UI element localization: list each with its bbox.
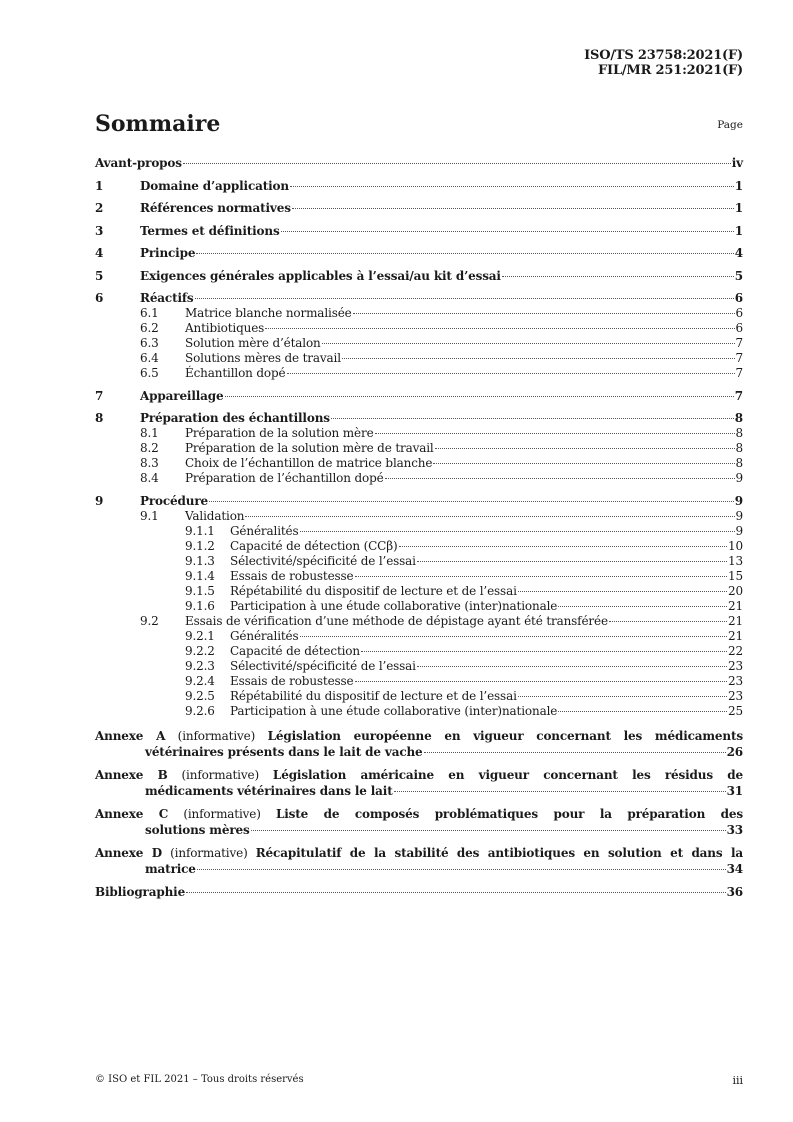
document-identifier (584, 48, 743, 78)
toc-entry-title: Solution mère d’étalon (185, 336, 321, 350)
toc-entry-number: 9.2.4 (185, 673, 215, 688)
toc-entry-number: 4 (95, 246, 104, 260)
toc-entry-page: 10 (728, 538, 743, 553)
dot-leader (287, 373, 735, 374)
toc-entry[interactable] (95, 389, 743, 404)
toc-entry-title: Essais de robustesse (230, 673, 354, 688)
annex-line-2 (95, 822, 743, 838)
annex-label: Annexe D (95, 845, 163, 860)
toc-entry-page: iv (731, 156, 743, 170)
annex-page: 33 (726, 822, 743, 837)
toc-entry-line (230, 524, 743, 539)
toc-entry-line (95, 885, 743, 900)
toc-entry-number: 7 (95, 388, 104, 403)
toc-entry[interactable] (95, 156, 743, 171)
toc-entry-page: 9 (735, 508, 743, 523)
toc-entry-line (185, 336, 743, 351)
toc-entry-line (230, 674, 743, 689)
toc-entry[interactable] (95, 246, 743, 261)
toc-entry-page: 9 (734, 493, 743, 508)
toc-entry-line (140, 201, 743, 216)
dot-leader (394, 791, 726, 792)
annex-line-1 (95, 806, 743, 822)
dot-leader (196, 253, 733, 254)
toc-entry-title: Répétabilité du dispositif de lecture et de l’essai (230, 688, 517, 703)
toc-entry[interactable] (95, 456, 743, 471)
toc-entry-number: 1 (95, 178, 104, 193)
toc-entry-title: Avant-propos (95, 156, 182, 170)
toc-entry-number: 9.1.1 (185, 523, 215, 538)
toc-entry-title: Répétabilité du dispositif de lecture et de l’essai (230, 583, 517, 598)
dot-leader (197, 869, 726, 870)
toc-entry-number: 6 (95, 291, 104, 305)
dot-leader (355, 576, 728, 577)
toc-entry-number: 9.1.4 (185, 568, 215, 583)
toc-entry-page: 20 (728, 583, 743, 598)
toc-entry-number: 8.4 (140, 471, 159, 485)
copyright-notice: © ISO et FIL 2021 – Tous droits réservés (95, 1074, 304, 1085)
dot-leader (281, 231, 734, 232)
toc-entry[interactable] (95, 599, 743, 614)
toc-entry-number: 6.1 (140, 306, 159, 320)
toc-entry-page: 5 (734, 268, 743, 283)
toc-entry[interactable] (95, 351, 743, 366)
dot-leader (424, 752, 726, 753)
toc-entry-page: 22 (728, 643, 743, 658)
annex-type: (informative) (183, 806, 261, 821)
toc-entry-number: 9.2 (140, 613, 159, 628)
bibliography-title: Bibliographie (95, 884, 186, 899)
toc-entry-number: 5 (95, 268, 104, 283)
toc-entry-number: 6.3 (140, 336, 159, 350)
toc-entry[interactable] (95, 614, 743, 629)
toc-entry-line (140, 389, 743, 404)
toc-bibliography[interactable] (95, 885, 743, 900)
toc-entry-title: Réactifs (140, 291, 194, 305)
toc-entry-number: 8 (95, 411, 104, 425)
toc-entry-number: 3 (95, 223, 104, 238)
toc-entry-title: Généralités (230, 628, 299, 643)
toc-entry-number: 6.4 (140, 351, 159, 365)
toc-entry-number: 9.1.5 (185, 583, 215, 598)
annex-title-part-2: vétérinaires présents dans le lait de vache (145, 744, 423, 759)
toc-entry-page: 25 (728, 703, 743, 718)
toc-annex-entry[interactable] (95, 767, 743, 799)
toc-entry-line (140, 224, 743, 239)
toc-entry-number: 6.5 (140, 366, 159, 380)
page-title: Sommaire (95, 111, 221, 137)
toc-entry[interactable] (95, 411, 743, 426)
toc-entry-page: 8 (735, 456, 743, 470)
toc-entry-line (185, 509, 743, 524)
dot-leader (245, 516, 734, 517)
toc-entry-page: 8 (735, 426, 743, 440)
dot-leader (292, 208, 734, 209)
toc-entry[interactable] (95, 629, 743, 644)
toc-entry-line (185, 351, 743, 366)
toc-entry-line (185, 441, 743, 456)
toc-entry[interactable] (95, 224, 743, 239)
toc-entry-title: Généralités (230, 523, 299, 538)
toc-entry-title: Antibiotiques (185, 321, 265, 335)
toc-entry-title: Préparation de la solution mère de travail (185, 441, 434, 455)
toc-entry-number: 9.1.6 (185, 598, 215, 613)
toc-entry-page: 9 (735, 471, 743, 485)
toc-entry[interactable] (95, 179, 743, 194)
annex-title-part-2: solutions mères (145, 822, 250, 837)
toc-entry-line (185, 456, 743, 471)
dot-leader (518, 696, 727, 697)
toc-entry-title: Domaine d’application (140, 178, 289, 193)
doc-id-fil: FIL/MR 251:2021(F) (598, 63, 743, 78)
toc-entry-line (185, 321, 743, 336)
dot-leader (195, 298, 734, 299)
toc-entry-line (230, 704, 743, 719)
toc-entry-page: 8 (734, 411, 743, 425)
toc-entry[interactable] (95, 554, 743, 569)
bibliography-page: 36 (726, 884, 743, 899)
dot-leader (385, 478, 735, 479)
toc-entry-number: 2 (95, 201, 104, 215)
toc-entry-title: Préparation de l’échantillon dopé (185, 471, 384, 485)
toc-entry-number: 8.2 (140, 441, 159, 455)
toc-entry[interactable] (95, 426, 743, 441)
toc-entry-page: 6 (734, 291, 743, 305)
toc-entry-page: 1 (734, 223, 743, 238)
toc-entry-number: 9 (95, 493, 104, 508)
dot-leader (375, 433, 735, 434)
toc-entry[interactable] (95, 471, 743, 486)
table-of-contents (95, 156, 743, 900)
annex-line-2 (95, 861, 743, 877)
toc-entry[interactable] (95, 539, 743, 554)
annex-type: (informative) (170, 845, 248, 860)
dot-leader (417, 666, 727, 667)
toc-entry-title: Participation à une étude collaborative (inter)nationale (230, 598, 558, 613)
toc-entry-title: Préparation de la solution mère (185, 426, 374, 440)
toc-entry-line (230, 599, 743, 614)
toc-entry-number: 9.2.5 (185, 688, 215, 703)
toc-annex-entry[interactable] (95, 728, 743, 760)
toc-entry-page: 7 (735, 366, 743, 380)
dot-leader (355, 681, 728, 682)
toc-entry[interactable] (95, 689, 743, 704)
annex-line-1 (95, 728, 743, 744)
dot-leader (290, 186, 734, 187)
annex-title-part-1: Récapitulatif de la stabilité des antibiotiques en solution et dans la (255, 845, 743, 860)
toc-entry-page: 4 (734, 246, 743, 260)
toc-entry-title: Principe (140, 246, 196, 260)
annex-title-part-1: Législation européenne en vigueur concernant les médicaments (267, 728, 743, 743)
dot-leader (433, 463, 734, 464)
toc-entry-title: Termes et définitions (140, 223, 280, 238)
dot-leader (558, 711, 727, 712)
annex-label: Annexe A (95, 728, 166, 743)
dot-leader (361, 651, 727, 652)
dot-leader (399, 546, 727, 547)
toc-entry-number: 9.2.1 (185, 628, 215, 643)
page-footer (95, 1074, 743, 1087)
toc-entry[interactable] (95, 674, 743, 689)
toc-entry-title: Solutions mères de travail (185, 351, 341, 365)
toc-entry-page: 15 (728, 568, 743, 583)
toc-entry-page: 8 (735, 441, 743, 455)
toc-entry-number: 9.2.2 (185, 643, 215, 658)
toc-entry[interactable] (95, 494, 743, 509)
dot-leader (502, 276, 734, 277)
toc-entry-line (95, 156, 743, 171)
toc-entry-number: 9.2.3 (185, 658, 215, 673)
toc-entry-page: 7 (735, 336, 743, 350)
toc-entry-title: Participation à une étude collaborative (inter)nationale (230, 703, 558, 718)
toc-entry-line (140, 411, 743, 426)
dot-leader (300, 531, 735, 532)
toc-entry-number: 9.2.6 (185, 703, 215, 718)
dot-leader (300, 636, 727, 637)
annex-label: Annexe C (95, 806, 169, 821)
dot-leader (417, 561, 727, 562)
toc-entry-line (185, 471, 743, 486)
annex-page: 31 (726, 783, 743, 798)
toc-entry[interactable] (95, 644, 743, 659)
toc-entry-line (230, 689, 743, 704)
toc-entry-title: Références normatives (140, 201, 291, 215)
toc-entry-line (140, 179, 743, 194)
toc-entry[interactable] (95, 441, 743, 456)
toc-entry-line (230, 569, 743, 584)
toc-annex-entry[interactable] (95, 845, 743, 877)
toc-entry[interactable] (95, 201, 743, 216)
toc-entry-title: Échantillon dopé (185, 366, 286, 380)
toc-entry-line (185, 614, 743, 629)
toc-entry[interactable] (95, 659, 743, 674)
toc-entry[interactable] (95, 569, 743, 584)
toc-entry-line (185, 366, 743, 381)
toc-entry-line (230, 584, 743, 599)
toc-entry[interactable] (95, 509, 743, 524)
toc-entry-title: Essais de robustesse (230, 568, 354, 583)
toc-entry-number: 8.1 (140, 426, 159, 440)
toc-entry[interactable] (95, 306, 743, 321)
annex-type: (informative) (181, 767, 259, 782)
toc-entry[interactable] (95, 269, 743, 284)
doc-id-iso: ISO/TS 23758:2021(F) (584, 48, 743, 63)
toc-entry-title: Capacité de détection (CCβ) (230, 538, 398, 553)
dot-leader (251, 830, 726, 831)
toc-entry-number: 9.1 (140, 508, 159, 523)
toc-entry-line (230, 629, 743, 644)
toc-entry-number: 9.1.2 (185, 538, 215, 553)
annex-line-1 (95, 767, 743, 783)
toc-entry-title: Procédure (140, 493, 209, 508)
annex-type: (informative) (177, 728, 256, 743)
toc-entry-page: 9 (735, 523, 743, 538)
toc-entry[interactable] (95, 321, 743, 336)
toc-entry[interactable] (95, 336, 743, 351)
toc-entry-page: 1 (734, 178, 743, 193)
toc-entry-title: Préparation des échantillons (140, 411, 330, 425)
toc-entry-title: Validation (185, 508, 245, 523)
dot-leader (331, 418, 734, 419)
dot-leader (225, 396, 734, 397)
page-column-label: Page (717, 119, 743, 131)
dot-leader (518, 591, 727, 592)
dot-leader (609, 621, 727, 622)
toc-entry-title: Essais de vérification d’une méthode de dépistage ayant été transférée (185, 613, 608, 628)
annex-title-part-2: matrice (145, 861, 196, 876)
page-number: iii (732, 1074, 743, 1087)
toc-entry-title: Capacité de détection (230, 643, 360, 658)
dot-leader (265, 328, 734, 329)
toc-entry-page: 7 (734, 388, 743, 403)
annex-page: 34 (726, 861, 743, 876)
toc-entry-page: 21 (728, 628, 743, 643)
toc-entry-page: 21 (728, 613, 743, 628)
dot-leader (342, 358, 735, 359)
toc-entry-line (230, 659, 743, 674)
toc-entry-number: 8.3 (140, 456, 159, 470)
dot-leader (558, 606, 727, 607)
toc-entry[interactable] (95, 524, 743, 539)
toc-entry-title: Appareillage (140, 388, 224, 403)
toc-entry-line (230, 644, 743, 659)
toc-entry-page: 23 (728, 673, 743, 688)
dot-leader (209, 501, 734, 502)
toc-entry-title: Exigences générales applicables à l’essai/au kit d’essai (140, 268, 501, 283)
toc-entry-line (140, 494, 743, 509)
toc-entry-line (185, 306, 743, 321)
toc-entry-title: Choix de l’échantillon de matrice blanche (185, 456, 433, 470)
dot-leader (183, 163, 731, 164)
toc-entry-line (185, 426, 743, 441)
toc-entry[interactable] (95, 291, 743, 306)
dot-leader (322, 343, 735, 344)
toc-entry-title: Matrice blanche normalisée (185, 306, 352, 320)
toc-entry-page: 21 (728, 598, 743, 613)
annex-page: 26 (726, 744, 743, 759)
annex-label: Annexe B (95, 767, 168, 782)
toc-entry-number: 6.2 (140, 321, 159, 335)
annex-line-2 (95, 744, 743, 760)
toc-entry-page: 6 (735, 321, 743, 335)
toc-entry-page: 23 (728, 688, 743, 703)
annex-title-part-1: Liste de composés problématiques pour la préparation des (275, 806, 743, 821)
dot-leader (186, 892, 726, 893)
dot-leader (353, 313, 735, 314)
toc-entry-page: 13 (728, 553, 743, 568)
toc-annex-entry[interactable] (95, 806, 743, 838)
dot-leader (435, 448, 735, 449)
annex-title-part-1: Législation américaine en vigueur concernant les résidus de (272, 767, 743, 782)
toc-entry-line (140, 246, 743, 261)
toc-entry[interactable] (95, 366, 743, 381)
toc-entry-line (230, 539, 743, 554)
toc-entry[interactable] (95, 584, 743, 599)
toc-entry-page: 7 (735, 351, 743, 365)
toc-entry-number: 9.1.3 (185, 553, 215, 568)
annex-title-part-2: médicaments vétérinaires dans le lait (145, 783, 393, 798)
annex-line-1 (95, 845, 743, 861)
annex-line-2 (95, 783, 743, 799)
toc-entry-line (230, 554, 743, 569)
toc-entry-title: Sélectivité/spécificité de l’essai (230, 658, 416, 673)
toc-entry-page: 6 (735, 306, 743, 320)
toc-entry[interactable] (95, 704, 743, 719)
toc-entry-line (140, 269, 743, 284)
toc-entry-title: Sélectivité/spécificité de l’essai (230, 553, 416, 568)
toc-entry-page: 1 (734, 201, 743, 215)
toc-entry-line (140, 291, 743, 306)
toc-entry-page: 23 (728, 658, 743, 673)
